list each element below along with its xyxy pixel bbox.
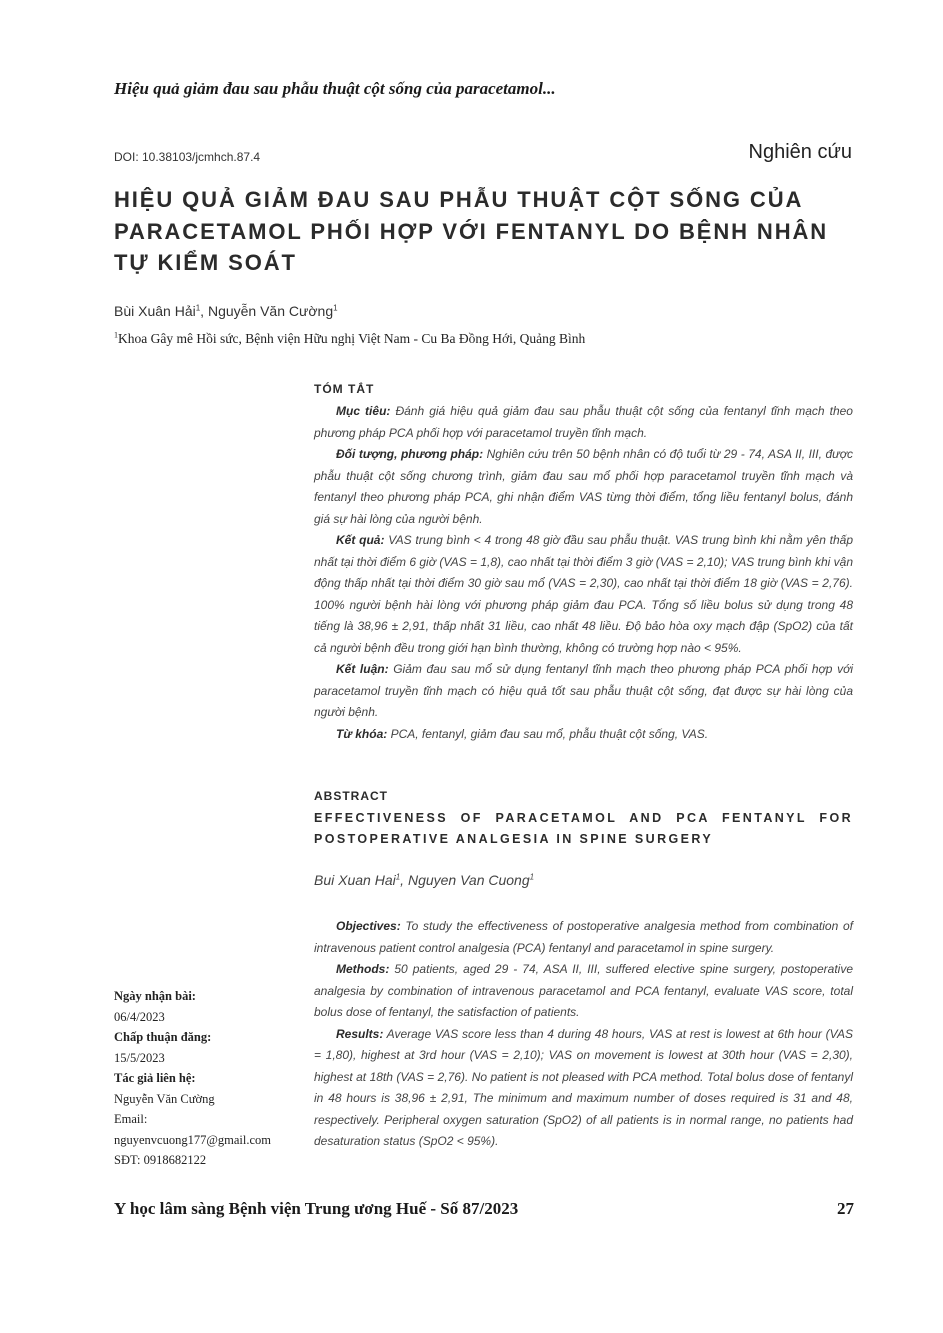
abstract-body [314,916,853,1153]
running-header-title: Hiệu quả giảm đau sau phẫu thuật cột sống của paracetamol... [114,79,556,98]
author-name: Nguyen Van Cuong [407,872,530,888]
author-separator: , [400,872,408,888]
accepted-label: Chấp thuận đăng: [114,1030,212,1044]
authors-vietnamese [114,303,338,319]
section-label: Nghiên cứu [748,141,852,163]
english-title-line-1: EFFECTIVENESS OF PARACETAMOL AND PCA FENTANYL FOR [314,811,853,825]
doi-text[interactable]: DOI: 10.38103/jcmhch.87.4 [114,150,261,164]
corresponding-label: Tác giả liên hệ: [114,1071,196,1085]
authors-english [314,872,853,888]
paragraph-label: Objectives: [336,919,401,933]
paragraph-label: Results: [336,1026,384,1041]
paragraph-label: Methods: [336,962,390,976]
tomtat-body [314,401,853,745]
corresponding-name: Nguyễn Văn Cường [114,1091,215,1106]
article-info-sidebar [114,986,304,1171]
paragraph-label: Mục tiêu: [336,404,391,418]
received-date: 06/4/2023 [114,1009,165,1024]
footer [114,1199,854,1219]
paragraph-text: Average VAS score less than 4 during 48 hours, VAS at rest is lowest at 6th hour (VAS = 1,80), highest at 3rd hour (VAS = 2,10); VAS on movement is lowest at 30th hour (VAS = 2,30), highest at 18th (VAS = 2,76). No patient is not pleased with PCA method. Total bolus dose of fentanyl in 48 hours is 38,96 ± 2,91, The minimum and maximum number of doses required is 31 and 48, respectively. Peripheral oxygen saturation (SpO2) of all patients is in normal range, no patients had desaturation status (SpO2 < 95%). [314,1026,854,1148]
paragraph-text: 50 patients, aged 29 - 74, ASA II, III, suffered elective spine surgery, postoperative analgesia by combination of intravenous paracetamol and PCA fentanyl, evaluate VAS score, total bolus dose of fentanyl, the satisfaction of patients. [314,962,853,1019]
paragraph-text: Nghiên cứu trên 50 bệnh nhân có độ tuổi từ 29 - 74, ASA II, III, được phẫu thuật cột sống chương trình, giảm đau sau mổ phối hợp paracetamol truyền tĩnh mạch và fentanyl theo phương pháp PCA, ghi nhận điểm VAS từng thời điểm, tổng liều fentanyl bolus, đánh giá sự hài lòng của người bệnh. [314,447,853,526]
english-title-line-2: POSTOPERATIVE ANALGESIA IN SPINE SURGERY [314,832,714,846]
abstract-paragraph [314,959,853,1024]
abstract-paragraph [314,659,853,724]
email-label: Email: [114,1112,148,1126]
author-name: Nguyễn Văn Cường [207,303,334,319]
paragraph-text: VAS trung bình < 4 trong 48 giờ đầu sau phẫu thuật. VAS trung bình khi nằm yên thấp nhất tại thời điểm 6 giờ (VAS = 1,8), cao nhất tại thời điểm 3 giờ (VAS = 2,10); VAS trung bình khi vận động thấp nhất tại thời điểm 30 giờ sau mổ (VAS = 2,30), cao nhất tại thời điểm 18 giờ (VAS = 2,76). 100% người bệnh hài lòng với phương pháp giảm đau PCA. Tổng số liều bolus sử dụng trong 48 tiếng là 38,96 ± 2,91, thấp nhất 31 liều, cao nhất 48 liều. Độ bảo hòa oxy mạch đập (SpO2) của tất cả người bệnh đều trong giới hạn bình thường, không có trường hợp nào < 95%. [314,533,854,655]
article-title: HIỆU QUẢ GIẢM ĐAU SAU PHẪU THUẬT CỘT SỐNG CỦA PARACETAMOL PHỐI HỢP VỚI FENTANYL DO BỆNH NHÂN TỰ KIỂM SOÁT [114,187,829,275]
abstract-paragraph [314,916,853,959]
accepted-date: 15/5/2023 [114,1050,165,1065]
paragraph-label: Kết luận: [336,662,389,676]
abstract-heading: ABSTRACT [314,789,388,803]
paragraph-text: Giảm đau sau mổ sử dụng fentanyl tĩnh mạch theo phương pháp PCA phối hợp với paracetamol truyền tĩnh mạch có hiệu quả tốt sau phẫu thuật cột sống, đạt được sự hài lòng của người bệnh. [314,662,853,719]
email-link[interactable]: nguyenvcuong177@gmail.com [114,1132,271,1147]
phone-text: SĐT: 0918682122 [114,1153,207,1167]
received-label: Ngày nhận bài: [114,989,196,1003]
author-name: Bui Xuan Hai [314,872,396,888]
tomtat-heading: TÓM TẮT [314,382,375,396]
paragraph-label: Từ khóa: [336,726,388,741]
affiliation-sup: 1 [195,303,201,313]
author-separator: , [200,303,208,319]
paragraph-label: Kết quả: [336,533,385,547]
abstract-paragraph [314,724,853,746]
affiliation-text: Khoa Gây mê Hồi sức, Bệnh viện Hữu nghị Việt Nam - Cu Ba Đồng Hới, Quảng Bình [118,331,586,346]
affiliation-sup: 1 [395,872,401,882]
paragraph-label: Đối tượng, phương pháp: [336,447,484,461]
affiliation-sup: 1 [333,303,338,313]
abstract-paragraph [314,444,853,530]
affiliation [114,331,585,347]
affiliation-sup: 1 [114,330,118,340]
paragraph-text: PCA, fentanyl, giảm đau sau mổ, phẫu thuật cột sống, VAS. [390,726,709,741]
paragraph-text: Đánh giá hiệu quả giảm đau sau phẫu thuật cột sống của fentanyl tĩnh mạch theo phương pháp PCA phối hợp với paracetamol truyền tĩnh mạch. [314,404,853,440]
abstract-paragraph [314,530,853,659]
abstract-paragraph [314,401,853,444]
journal-name: Y học lâm sàng Bệnh viện Trung ương Huế - Số 87/2023 [114,1199,519,1218]
page-number: 27 [837,1199,854,1218]
author-name: Bùi Xuân Hải [114,303,196,319]
paragraph-text: To study the effectiveness of postoperative analgesia method from combination of intravenous patient control analgesia (PCA) fentanyl and paracetamol in spine surgery. [314,919,853,955]
affiliation-sup: 1 [529,872,535,882]
abstract-paragraph [314,1024,853,1153]
